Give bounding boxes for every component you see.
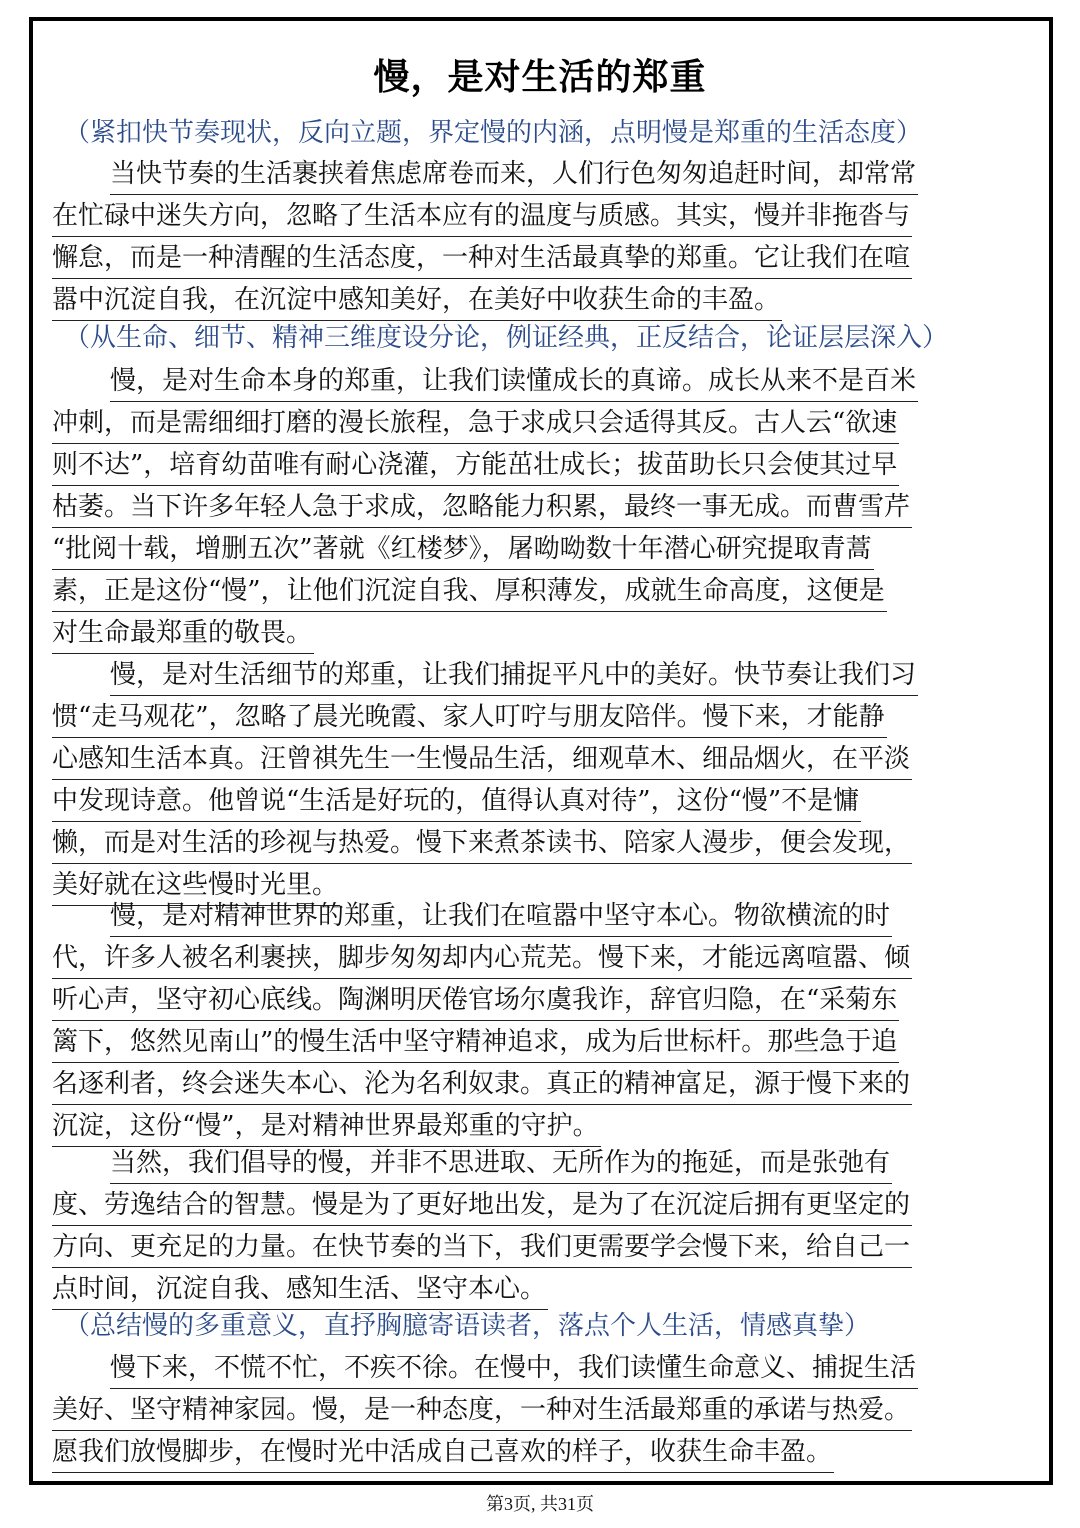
text-line: 对生命最郑重的敬畏。 — [52, 613, 314, 654]
text-line: 当然，我们倡导的慢，并非不思进取、无所作为的拖延，而是张弛有 — [110, 1143, 892, 1184]
text-line: 篱下，悠然见南山”的慢生活中坚守精神追求，成为后世标杆。那些急于追 — [52, 1022, 899, 1063]
text-line: 度、劳逸结合的智慧。慢是为了更好地出发，是为了在沉淀后拥有更坚定的 — [52, 1185, 912, 1226]
text-line: 听心声，坚守初心底线。陶渊明厌倦官场尔虞我诈，辞官归隐，在“采菊东 — [52, 980, 899, 1021]
text-line: 美好就在这些慢时光里。 — [52, 865, 340, 906]
text-line: 慢下来，不慌不忙，不疾不徐。在慢中，我们读懂生命意义、捕捉生活 — [110, 1348, 918, 1389]
annotation-conclusion: （总结慢的多重意义，直抒胸臆寄语读者，落点个人生活，情感真挚） — [64, 1311, 871, 1341]
annotation-intro: （紧扣快节奏现状，反向立题，界定慢的内涵，点明慢是郑重的生活态度） — [64, 118, 923, 148]
text-line: 中发现诗意。他曾说“生活是好玩的，值得认真对待”，这份“慢”不是慵 — [52, 781, 861, 822]
text-line: 素，正是这份“慢”，让他们沉淀自我、厚积薄发，成就生命高度，这便是 — [52, 571, 887, 612]
text-line: 心感知生活本真。汪曾祺先生一生慢品生活，细观草木、细品烟火，在平淡 — [52, 739, 912, 780]
text-line: 嚣中沉淀自我，在沉淀中感知美好，在美好中收获生命的丰盈。 — [52, 280, 782, 321]
annotation-body: （从生命、细节、精神三维度设分论，例证经典，正反结合，论证层层深入） — [64, 323, 949, 353]
text-line: 则不达”，培育幼苗唯有耐心浇灌，方能茁壮成长；拔苗助长只会使其过早 — [52, 445, 899, 486]
text-line: 点时间，沉淀自我、感知生活、坚守本心。 — [52, 1269, 548, 1310]
text-line: 懈怠，而是一种清醒的生活态度，一种对生活最真挚的郑重。它让我们在喧 — [52, 238, 912, 279]
text-line: 惯“走马观花”，忽略了晨光晚霞、家人叮咛与朋友陪伴。慢下来，才能静 — [52, 697, 887, 738]
text-line: 枯萎。当下许多年轻人急于求成，忽略能力积累，最终一事无成。而曹雪芹 — [52, 487, 912, 528]
text-line: “批阅十载，增删五次”著就《红楼梦》，屠呦呦数十年潜心研究提取青蒿 — [52, 529, 874, 570]
text-line: 在忙碌中迷失方向，忽略了生活本应有的温度与质感。其实，慢并非拖沓与 — [52, 196, 912, 237]
text-line: 方向、更充足的力量。在快节奏的当下，我们更需要学会慢下来，给自己一 — [52, 1227, 912, 1268]
text-line: 愿我们放慢脚步，在慢时光中活成自己喜欢的样子，收获生命丰盈。 — [52, 1432, 834, 1473]
text-line: 慢，是对生活细节的郑重，让我们捕捉平凡中的美好。快节奏让我们习 — [110, 655, 918, 696]
text-line: 名逐利者，终会迷失本心、沦为名利奴隶。真正的精神富足，源于慢下来的 — [52, 1064, 912, 1105]
text-line: 懒，而是对生活的珍视与热爱。慢下来煮茶读书、陪家人漫步，便会发现， — [52, 823, 912, 864]
text-line: 沉淀，这份“慢”，是对精神世界最郑重的守护。 — [52, 1106, 601, 1147]
text-line: 冲刺，而是需细细打磨的漫长旅程，急于求成只会适得其反。古人云“欲速 — [52, 403, 899, 444]
text-line: 当快节奏的生活裹挟着焦虑席卷而来，人们行色匆匆追赶时间，却常常 — [110, 154, 918, 195]
essay-title: 慢，是对生活的郑重 — [373, 57, 707, 98]
text-line: 慢，是对生命本身的郑重，让我们读懂成长的真谛。成长从来不是百米 — [110, 361, 918, 402]
text-line: 慢，是对精神世界的郑重，让我们在喧嚣中坚守本心。物欲横流的时 — [110, 896, 892, 937]
text-line: 代，许多人被名利裹挟，脚步匆匆却内心荒芜。慢下来，才能远离喧嚣、倾 — [52, 938, 912, 979]
page-number: 第3页, 共31页 — [486, 1494, 594, 1514]
text-line: 美好、坚守精神家园。慢，是一种态度，一种对生活最郑重的承诺与热爱。 — [52, 1390, 912, 1431]
